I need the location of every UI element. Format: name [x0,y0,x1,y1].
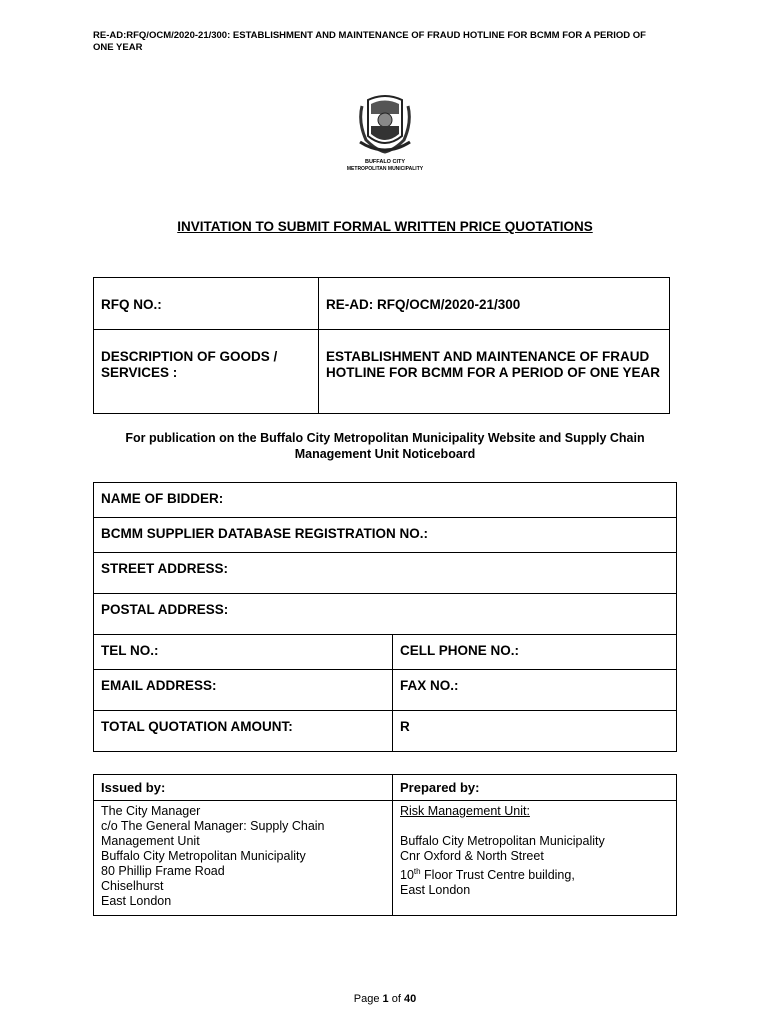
issued-line: Chiselhurst [101,879,164,893]
floor-number: 10 [400,868,414,883]
tel-field[interactable]: TEL NO.: [94,635,393,670]
municipal-crest-icon [340,92,430,172]
rfq-table [93,277,670,414]
floor-suffix: th [413,867,421,876]
prepared-unit: Risk Management Unit: [400,804,530,818]
prepared-floor-line [400,864,669,883]
page-number: 1 [382,993,389,1005]
total-amount-field[interactable]: R [393,711,677,752]
cell-phone-field[interactable]: CELL PHONE NO.: [393,635,677,670]
bidder-name-field[interactable]: NAME OF BIDDER: [94,483,677,518]
prepared-by-heading: Prepared by: [393,775,677,801]
issued-line: East London [101,894,172,908]
issued-line: The City Manager [101,804,201,818]
publication-note: For publication on the Buffalo City Metropolitan Municipality Website and Supply Chain Management Unit Noticeboard [125,431,645,461]
issued-line: Buffalo City Metropolitan Municipality [101,849,306,863]
logo-text-line2: METROPOLITAN MUNICIPALITY [346,166,424,172]
email-field[interactable]: EMAIL ADDRESS: [94,670,393,711]
prepared-by-address [393,801,677,916]
street-address-field[interactable]: STREET ADDRESS: [94,553,677,594]
issued-prepared-table [93,774,677,916]
page-word: Page [353,993,380,1005]
issued-by-heading: Issued by: [94,775,393,801]
prepared-line: East London [400,883,471,898]
of-word: of [391,993,401,1005]
total-amount-label: TOTAL QUOTATION AMOUNT: [94,711,393,752]
floor-rest: Floor Trust Centre building, [420,868,575,883]
postal-address-field[interactable]: POSTAL ADDRESS: [94,594,677,635]
page-title: INVITATION TO SUBMIT FORMAL WRITTEN PRICE QUOTATIONS [177,219,593,234]
rfq-number-label: RFQ NO.: [94,278,319,330]
description-value: ESTABLISHMENT AND MAINTENANCE OF FRAUD HOTLINE FOR BCMM FOR A PERIOD OF ONE YEAR [319,330,670,414]
document-reference-header: RE-AD:RFQ/OCM/2020-21/300: ESTABLISHMENT AND MAINTENANCE OF FRAUD HOTLINE FOR BCMM FOR A PERIOD OF ONE YEAR [93,30,646,53]
supplier-registration-field[interactable]: BCMM SUPPLIER DATABASE REGISTRATION NO.: [94,518,677,553]
issued-by-address [94,801,393,916]
page-footer [0,993,770,1005]
bidder-details-table [93,482,677,752]
logo-text-line1: BUFFALO CITY [364,159,406,165]
bcmm-logo [340,92,430,172]
description-label: DESCRIPTION OF GOODS / SERVICES : [94,330,319,414]
page-total: 40 [403,993,417,1005]
issued-line: 80 Phillip Frame Road [101,864,225,878]
fax-field[interactable]: FAX NO.: [393,670,677,711]
rfq-number-value: RE-AD: RFQ/OCM/2020-21/300 [319,278,670,330]
issued-line: c/o The General Manager: Supply Chain Management Unit [101,819,325,848]
prepared-line: Cnr Oxford & North Street [400,849,544,863]
prepared-line: Buffalo City Metropolitan Municipality [400,834,605,848]
